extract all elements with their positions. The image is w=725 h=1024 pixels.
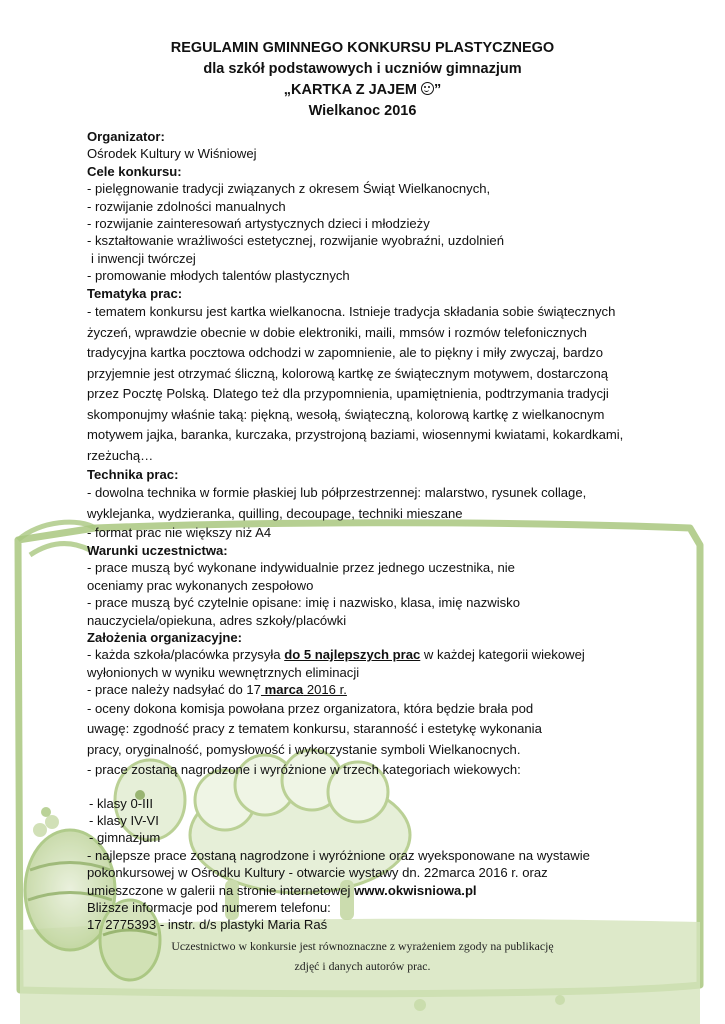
final-line: pokonkursowej w Ośrodku Kultury - otwarcie wystawy dn. 22marca 2016 r. oraz [87,865,548,881]
title-line-3-start: „KARTKA Z JAJEM [283,82,421,98]
title-line-3 [0,80,725,101]
evaluation-line: pracy, oryginalność, pomysłowość i wykorzystanie symboli Wielkanocnych. [87,741,521,757]
technique-heading: Technika prac: [87,467,179,483]
goal-item: - rozwijanie zainteresowań artystycznych dzieci i młodzieży [87,216,430,232]
deadline-line [87,681,657,698]
assumptions-line: wyłonionych w wyniku wewnętrznych eliminacji [87,664,360,680]
assumptions-line-1a: - każda szkoła/placówka przysyła [87,647,285,663]
conditions-heading: Warunki uczestnictwa: [87,542,228,558]
footer-line: Uczestnictwo w konkursie jest równoznaczne z wyrażeniem zgody na publikację [171,939,554,953]
info-line: Bliższe informacje pod numerem telefonu: [87,899,331,915]
theme-line: - tematem konkursu jest kartka wielkanocna. Istnieje tradycja składania sobie świątecznych [87,304,616,320]
theme-line: przez Pocztę Polską. Dlatego też dla przypomnienia, upamiętnienia, podtrzymania tradycji [87,386,609,402]
category-item: - gimnazjum [89,830,161,846]
evaluation-paragraph [87,699,657,781]
conditions-line: - prace muszą być wykonane indywidualnie przez jednego uczestnika, nie [87,560,515,576]
title-line-4: Wielkanoc 2016 [308,103,417,119]
goals-heading: Cele konkursu: [87,163,182,179]
assumptions-heading: Założenia organizacyjne: [87,629,242,645]
theme-line: tradycyjna kartka pocztowa odchodzi w zapomnienie, ale to piękny i miły zwyczaj, bardzo [87,345,603,361]
smiley-icon [421,82,434,95]
technique-list [87,483,657,524]
spacer [87,781,657,795]
consent-footer [0,936,725,976]
theme-paragraph [87,302,657,466]
technique-line: - dowolna technika w formie płaskiej lub półprzestrzennej: malarstwo, rysunek collage, [87,485,587,501]
theme-line: motywem jajka, baranka, kurczaka, przystrojoną baziami, wiosennymi kwiatami, kokardkami, [87,427,624,443]
website-prefix: umieszczone w galerii na stronie internetowej [87,882,355,898]
theme-line: życzeń, wprawdzie obecnie w dobie elektroniki, maili, mmsów i rozmów telefonicznych [87,324,587,340]
theme-line: skomponujmy właśnie taką: piękną, wesołą, świąteczną, kolorową kartkę z wielkanocnym [87,406,605,422]
organizer-text: Ośrodek Kultury w Wiśniowej [87,146,257,162]
goal-item: - promowanie młodych talentów plastycznych [87,268,350,284]
technique-line: - format prac nie większy niż A4 [87,525,272,541]
deadline-prefix: - prace należy nadsyłać do 17 [87,682,261,698]
evaluation-line: uwagę: zgodność pracy z tematem konkursu, staranność i estetykę wykonania [87,721,542,737]
assumptions-line [87,646,657,663]
assumptions-line-1c: w każdej kategorii wiekowej [420,647,585,663]
theme-heading: Tematyka prac: [87,285,183,301]
evaluation-line: - oceny dokona komisja powołana przez organizatora, która będzie brała pod [87,700,534,716]
evaluation-line: - prace zostaną nagrodzone i wyróżnione w trzech kategoriach wiekowych: [87,762,521,778]
goal-item: i inwencji twórczej [91,250,196,266]
theme-line: przyjemnie jest otrzymać śliczną, kolorową kartkę ze świątecznym motywem, dostarczoną [87,365,609,381]
theme-line: rzeżuchą… [87,447,154,463]
deadline-year: 2016 r. [303,682,347,698]
footer-line: zdjęć i danych autorów prac. [294,959,431,973]
regulations-body [87,128,657,934]
category-item: - klasy IV-VI [89,812,159,828]
goal-item: - rozwijanie zdolności manualnych [87,198,286,214]
technique-line: wyklejanka, wydzieranka, quilling, decoupage, techniki mieszane [87,505,463,521]
title-line-2: dla szkół podstawowych i uczniów gimnazjum [203,61,522,77]
document-header [0,38,725,122]
conditions-line: - prace muszą być czytelnie opisane: imię i nazwisko, klasa, imię nazwisko [87,595,520,611]
organizer-heading: Organizator: [87,129,165,144]
title-line-3-end: ” [433,82,442,98]
final-line: - najlepsze prace zostaną nagrodzone i wyróżnione oraz wyeksponowane na wystawie [87,847,590,863]
category-item: - klasy 0-III [89,795,154,811]
conditions-line: oceniamy prac wykonanych zespołowo [87,577,314,593]
goal-item: - kształtowanie wrażliwości estetycznej, rozwijanie wyobraźni, uzdolnień [87,233,504,249]
deadline-month: marca [260,682,304,698]
best-works-emphasis: do 5 najlepszych prac [284,647,421,663]
website-link[interactable]: www.okwisniowa.pl [354,882,477,898]
website-line [87,882,657,899]
conditions-line: nauczyciela/opiekuna, adres szkoły/placówki [87,612,347,628]
info-line: 17 2775393 - instr. d/s plastyki Maria Raś [87,917,328,933]
title-line-1: REGULAMIN GMINNEGO KONKURSU PLASTYCZNEGO [170,40,555,56]
goal-item: - pielęgnowanie tradycji związanych z okresem Świąt Wielkanocnych, [87,181,491,197]
